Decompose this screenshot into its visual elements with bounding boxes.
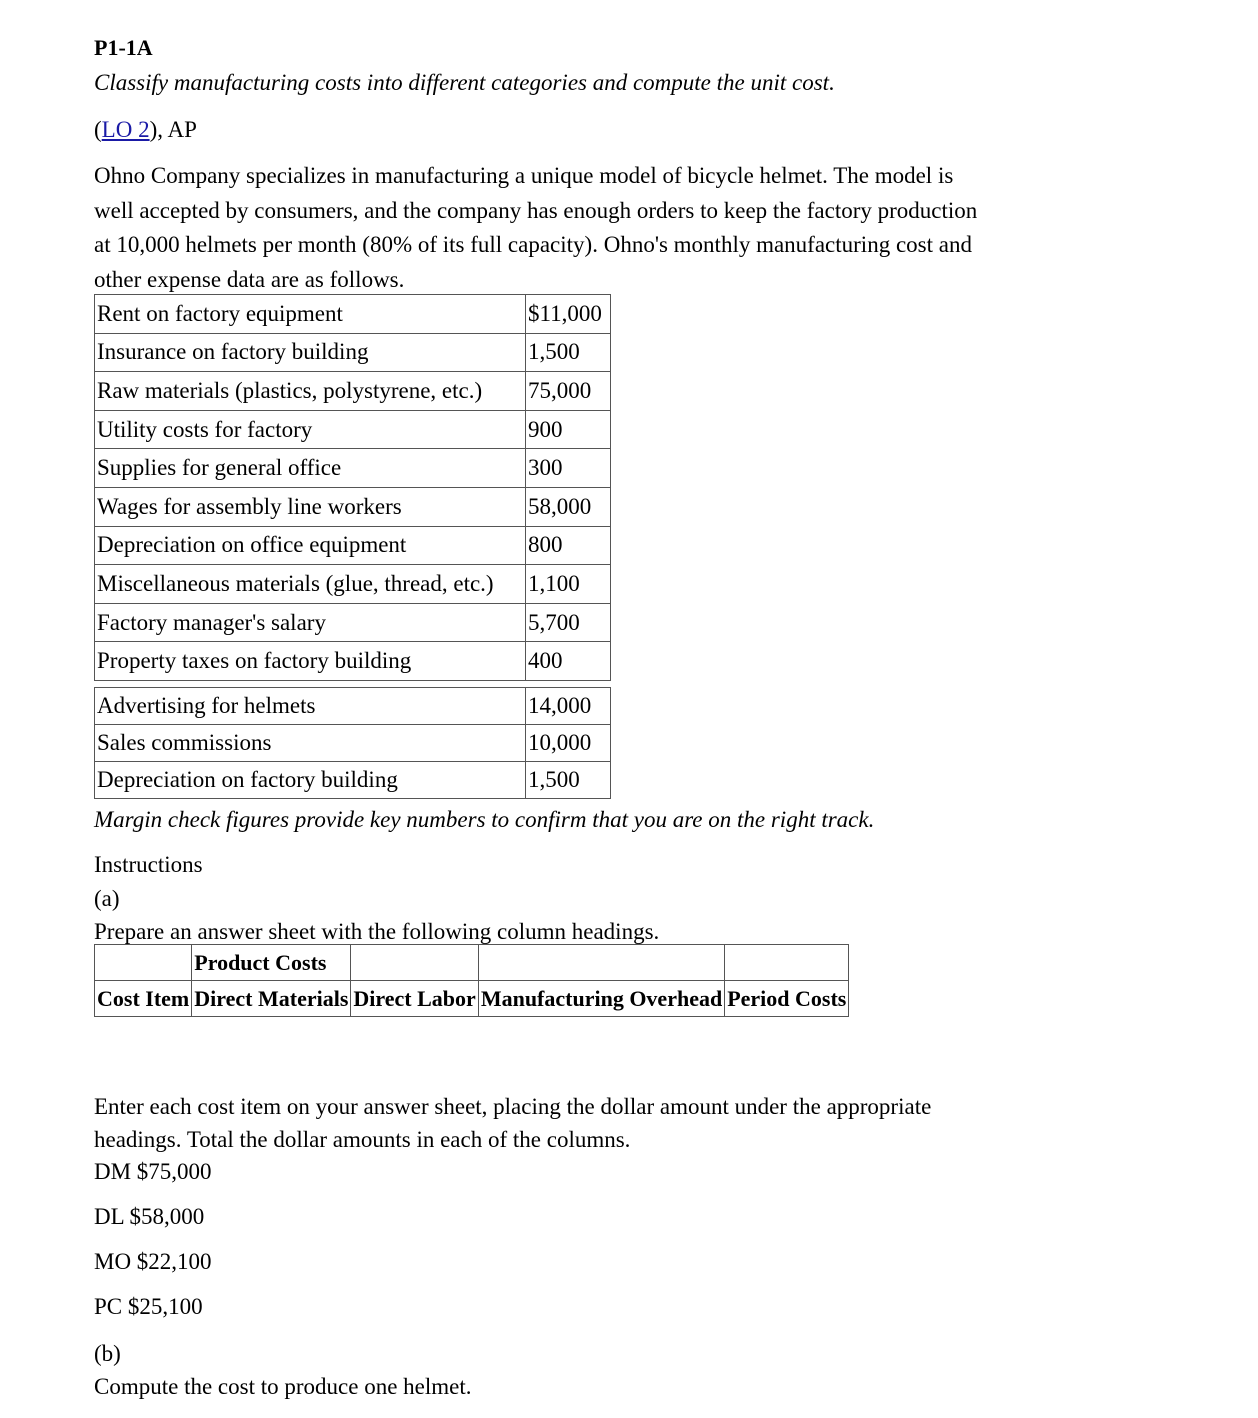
cost-amount: 300 [526,449,611,488]
cost-item: Depreciation on factory building [95,762,526,799]
product-costs-group: Product Costs [192,945,351,981]
cost-item: Wages for assembly line workers [95,487,526,526]
cost-item: Depreciation on office equipment [95,526,526,565]
table-row [95,688,611,725]
part-a-label: (a) [94,886,120,911]
table-row [95,487,611,526]
check-figure-dl: DL $58,000 [94,1204,205,1229]
cost-data-table [94,294,611,681]
cost-item: Raw materials (plastics, polystyrene, etc.) [95,372,526,411]
cost-amount: 58,000 [526,487,611,526]
table-row [95,762,611,799]
answer-sheet-headings [94,944,849,1017]
problem-id: P1-1A [94,35,153,60]
intro-line: other expense data are as follows. [94,267,405,293]
col-period-costs: Period Costs [725,981,849,1017]
cost-amount: 75,000 [526,372,611,411]
table-row [95,372,611,411]
cost-amount: $11,000 [526,295,611,334]
learning-objective [94,115,197,145]
cost-amount: 1,100 [526,565,611,604]
table-row [95,603,611,642]
col-direct-materials: Direct Materials [192,981,351,1017]
cost-amount: 900 [526,410,611,449]
cost-item: Utility costs for factory [95,410,526,449]
check-figure-dm: DM $75,000 [94,1159,212,1184]
part-b-label: (b) [94,1341,121,1366]
cost-amount: 1,500 [526,333,611,372]
table-row [95,981,849,1017]
table-row [95,333,611,372]
cost-item: Factory manager's salary [95,603,526,642]
blank-cell [725,945,849,981]
cost-item: Property taxes on factory building [95,642,526,681]
col-manufacturing-overhead: Manufacturing Overhead [478,981,724,1017]
intro-line: at 10,000 helmets per month (80% of its full capacity). Ohno's monthly manufacturing cost and [94,232,972,258]
lo-rest: ), AP [149,117,197,142]
period-cost-table [94,687,611,799]
cost-amount: 800 [526,526,611,565]
cost-item: Sales commissions [95,725,526,762]
cost-amount: 1,500 [526,762,611,799]
part-a-text: Prepare an answer sheet with the following column headings. [94,919,660,944]
blank-cell [478,945,724,981]
blank-cell [95,945,192,981]
col-direct-labor: Direct Labor [351,981,478,1017]
table-row [95,449,611,488]
lo-open: ( [94,117,102,142]
col-cost-item: Cost Item [95,981,192,1017]
margin-check-note: Margin check figures provide key numbers to confirm that you are on the right track. [94,807,875,832]
table-row [95,526,611,565]
enter-line: headings. Total the dollar amounts in each of the columns. [94,1127,631,1152]
blank-cell [351,945,478,981]
table-row [95,642,611,681]
cost-amount: 10,000 [526,725,611,762]
table-row [95,725,611,762]
table-row [95,295,611,334]
cost-amount: 400 [526,642,611,681]
cost-item: Miscellaneous materials (glue, thread, etc.) [95,565,526,604]
table-row [95,565,611,604]
instructions-heading: Instructions [94,852,203,877]
cost-amount: 14,000 [526,688,611,725]
intro-line: well accepted by consumers, and the company has enough orders to keep the factory production [94,197,978,223]
lo-link[interactable]: LO 2 [101,117,150,142]
enter-line: Enter each cost item on your answer sheet, placing the dollar amount under the appropriate [94,1094,932,1119]
cost-item: Advertising for helmets [95,688,526,725]
cost-item: Insurance on factory building [95,333,526,372]
cost-item: Rent on factory equipment [95,295,526,334]
cost-amount: 5,700 [526,603,611,642]
check-figure-mo: MO $22,100 [94,1249,212,1274]
intro-line: Ohno Company specializes in manufacturing a unique model of bicycle helmet. The model is [94,163,954,188]
enter-instructions [94,1090,1094,1156]
part-b-text: Compute the cost to produce one helmet. [94,1374,472,1399]
table-row [95,410,611,449]
cost-item: Supplies for general office [95,449,526,488]
table-row [95,945,849,981]
problem-subtitle: Classify manufacturing costs into different categories and compute the unit cost. [94,70,835,95]
check-figure-pc: PC $25,100 [94,1294,203,1319]
intro-paragraph [94,159,1094,298]
